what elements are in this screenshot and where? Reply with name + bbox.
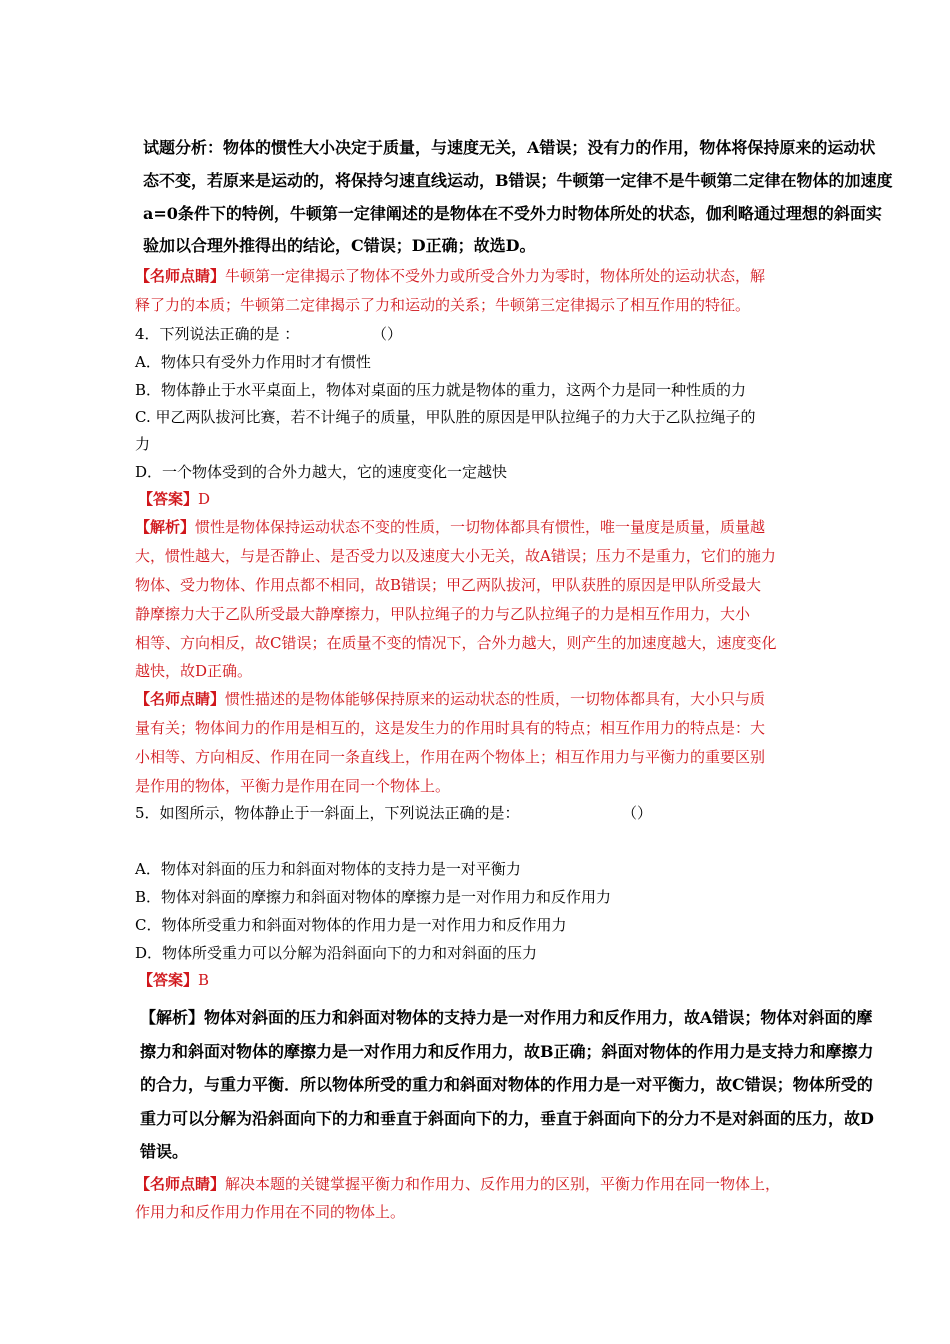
tip-tag: 【名师点睛】	[135, 1175, 226, 1193]
tip-line	[135, 265, 765, 286]
option-c: C. 甲乙两队拔河比赛，若不计绳子的质量，甲队胜的原因是甲队拉绳子的力大于乙队拉绳子的	[135, 408, 756, 426]
tip-line: 是作用的物体，平衡力是作用在同一个物体上。	[135, 777, 451, 795]
option-b: B．物体静止于水平桌面上，物体对桌面的压力就是物体的重力，这两个力是同一种性质的力	[135, 381, 747, 399]
tip-line: 作用力和反作用力作用在不同的物体上。	[135, 1203, 406, 1221]
option-a: A．物体对斜面的压力和斜面对物体的支持力是一对平衡力	[135, 860, 521, 878]
explain-line: 物体、受力物体、作用点都不相同，故B错误；甲乙两队拔河，甲队获胜的原因是甲队所受最大	[135, 576, 762, 594]
tip-text: 解决本题的关键掌握平衡力和作用力、反作用力的区别，平衡力作用在同一物体上，	[225, 1175, 781, 1193]
explain-line: 错误。	[140, 1142, 189, 1161]
tip-tag: 【名师点睛】	[135, 267, 226, 285]
analysis-line: 态不变，若原来是运动的，将保持匀速直线运动，B错误；牛顿第一定律不是牛顿第二定律在物体的加速度	[143, 171, 893, 190]
tip-line	[135, 688, 765, 709]
explain-tag: 【解析】	[140, 1008, 205, 1027]
explain-line: 越快，故D正确。	[135, 662, 253, 680]
option-a: A．物体只有受外力作用时才有惯性	[135, 353, 371, 371]
explain-line	[140, 1005, 872, 1028]
explain-line	[135, 516, 765, 537]
tip-line	[135, 1173, 780, 1194]
explain-text: 惯性是物体保持运动状态不变的性质，一切物体都具有惯性，唯一量度是质量，质量越	[195, 518, 766, 536]
tip-text: 惯性描述的是物体能够保持原来的运动状态的性质，一切物体都具有，大小只与质	[225, 690, 766, 708]
analysis-line: a=0条件下的特例，牛顿第一定律阐述的是物体在不受外力时物体所处的状态，伽利略通过理想的斜面实	[143, 204, 882, 223]
tip-line: 释了力的本质；牛顿第二定律揭示了力和运动的关系；牛顿第三定律揭示了相互作用的特征。	[135, 296, 751, 314]
option-b: B．物体对斜面的摩擦力和斜面对物体的摩擦力是一对作用力和反作用力	[135, 888, 612, 906]
tip-text: 牛顿第一定律揭示了物体不受外力或所受合外力为零时，物体所处的运动状态，解	[225, 267, 766, 285]
option-d: D．物体所受重力可以分解为沿斜面向下的力和对斜面的压力	[135, 944, 538, 962]
explain-line: 相等、方向相反，故C错误；在质量不变的情况下，合外力越大，则产生的加速度越大，速度变化	[135, 634, 777, 652]
analysis-line: 试题分析：物体的惯性大小决定于质量，与速度无关，A错误；没有力的作用，物体将保持原来的运动状	[143, 138, 876, 157]
answer-value: B	[198, 971, 210, 989]
explain-line: 大，惯性越大，与是否静止、是否受力以及速度大小无关，故A错误；压力不是重力，它们的施力	[135, 547, 776, 565]
analysis-line: 验加以合理外推得出的结论，C错误；D正确；故选D。	[143, 236, 536, 255]
tip-line: 量有关；物体间力的作用是相互的，这是发生力的作用时具有的特点；相互作用力的特点是：大	[135, 719, 766, 737]
explain-line: 静摩擦力大于乙队所受最大静摩擦力，甲队拉绳子的力与乙队拉绳子的力是相互作用力，大小	[135, 605, 751, 623]
answer-blank: （）	[622, 804, 653, 822]
option-c: C．物体所受重力和斜面对物体的作用力是一对作用力和反作用力	[135, 916, 567, 934]
tip-line: 小相等、方向相反、作用在同一条直线上，作用在两个物体上；相互作用力与平衡力的重要区别	[135, 748, 766, 766]
explain-text: 物体对斜面的压力和斜面对物体的支持力是一对作用力和反作用力，故A错误；物体对斜面的摩	[204, 1008, 873, 1027]
option-d: D．一个物体受到的合外力越大，它的速度变化一定越快	[135, 463, 508, 481]
answer-tag: 【答案】	[138, 490, 199, 508]
explain-line: 擦力和斜面对物体的摩擦力是一对作用力和反作用力，故B正确；斜面对物体的作用力是支持力和摩擦力	[140, 1042, 874, 1061]
question-stem: 4．下列说法正确的是 ：	[135, 325, 300, 343]
question-stem: 5．如图所示，物体静止于一斜面上，下列说法正确的是：	[135, 804, 520, 822]
answer-blank: （）	[372, 325, 403, 343]
answer-value: D	[198, 490, 211, 508]
explain-tag: 【解析】	[135, 518, 196, 536]
answer-tag: 【答案】	[138, 971, 199, 989]
explain-line: 的合力，与重力平衡．所以物体所受的重力和斜面对物体的作用力是一对平衡力，故C错误；物体所受的	[140, 1075, 873, 1094]
explain-line: 重力可以分解为沿斜面向下的力和垂直于斜面向下的力，垂直于斜面向下的分力不是对斜面的压力，故D	[140, 1109, 874, 1128]
answer-line	[138, 488, 210, 509]
tip-tag: 【名师点睛】	[135, 690, 226, 708]
option-c-cont: 力	[135, 435, 151, 453]
answer-line	[138, 969, 209, 990]
